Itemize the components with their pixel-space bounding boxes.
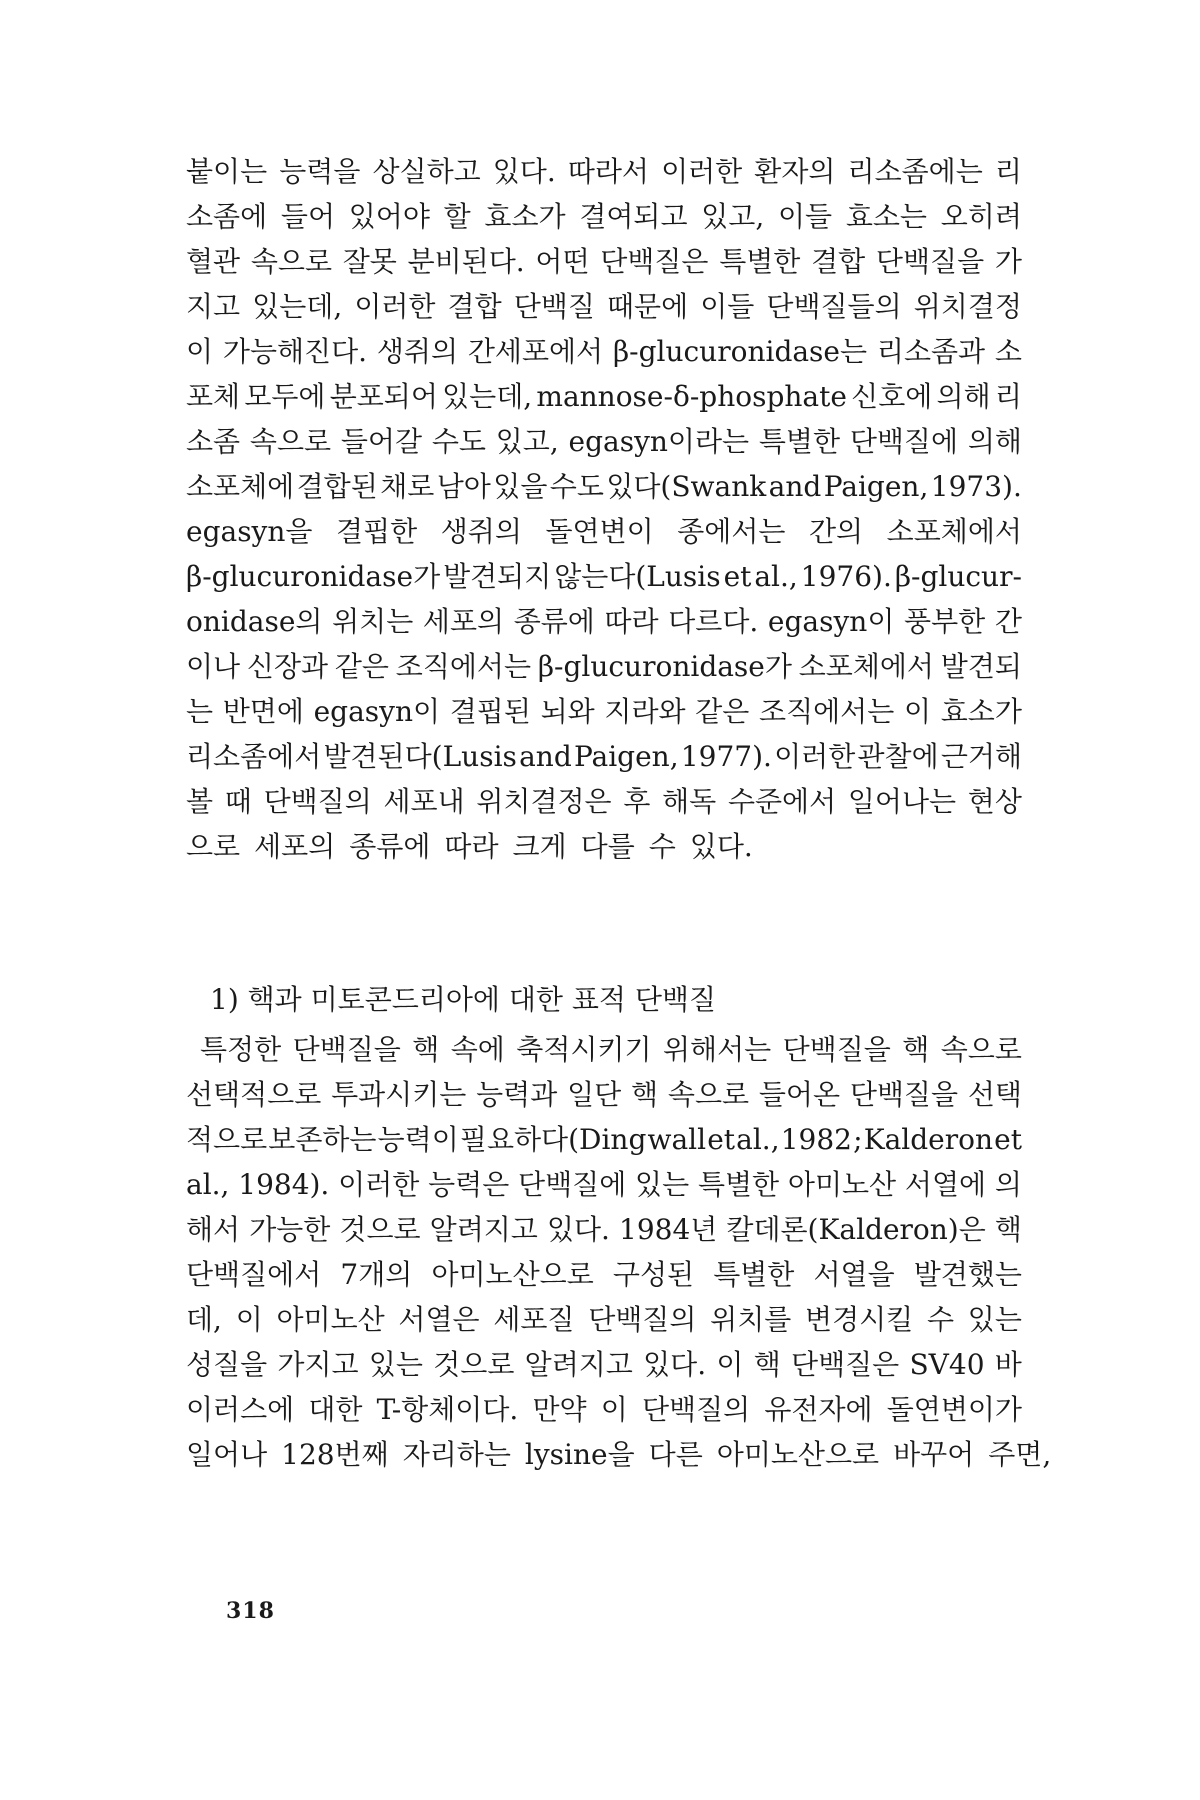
text-line: 이 가능해진다. 생쥐의 간세포에서 β-glucuronidase는 리소좀과 소 <box>186 335 1022 368</box>
text-line: 으로 세포의 종류에 따라 크게 다를 수 있다. <box>186 830 753 863</box>
text-line: 리소좀에서 발견된다(Lusis and Paigen, 1977). 이러한 관찰에 근거해 <box>186 740 1022 773</box>
text-line: 데, 이 아미노산 서열은 세포질 단백질의 위치를 변경시킬 수 있는 <box>186 1303 1022 1336</box>
text-line: egasyn을 결핍한 생쥐의 돌연변이 종에서는 간의 소포체에서 <box>186 515 1022 548</box>
text-line: 포체 모두에 분포되어 있는데, mannose-δ-phosphate 신호에 의해 리 <box>186 380 1022 413</box>
text-line: al., 1984). 이러한 능력은 단백질에 있는 특별한 아미노산 서열에 의 <box>186 1168 1022 1201</box>
page-number: 318 <box>226 1598 275 1624</box>
text-line: 소좀에 들어 있어야 할 효소가 결여되고 있고, 이들 효소는 오히려 <box>186 200 1022 233</box>
text-line: 성질을 가지고 있는 것으로 알려지고 있다. 이 핵 단백질은 SV40 바 <box>186 1348 1022 1381</box>
text-line: 는 반면에 egasyn이 결핍된 뇌와 지라와 같은 조직에서는 이 효소가 <box>186 695 1022 728</box>
text-line: 이러스에 대한 T-항체이다. 만약 이 단백질의 유전자에 돌연변이가 <box>186 1393 1022 1426</box>
text-line: 혈관 속으로 잘못 분비된다. 어떤 단백질은 특별한 결합 단백질을 가 <box>186 245 1022 278</box>
text-line: 적으로 보존하는 능력이 필요하다(Ding wall et al., 1982 ; Kalderon et <box>186 1123 1022 1156</box>
text-line: 단백질에서 7개의 아미노산으로 구성된 특별한 서열을 발견했는 <box>186 1258 1022 1291</box>
text-line: onidase의 위치는 세포의 종류에 따라 다르다. egasyn이 풍부한 간 <box>186 605 1022 638</box>
text-line: 붙이는 능력을 상실하고 있다. 따라서 이러한 환자의 리소좀에는 리 <box>186 155 1022 188</box>
paragraph-1 <box>186 152 1022 872</box>
text-line: 이나 신장과 같은 조직에서는 β-glucuronidase가 소포체에서 발견되 <box>186 650 1022 683</box>
text-line: 볼 때 단백질의 세포내 위치결정은 후 해독 수준에서 일어나는 현상 <box>186 785 1022 818</box>
text-line: 소좀 속으로 들어갈 수도 있고, egasyn이라는 특별한 단백질에 의해 <box>186 425 1022 458</box>
text-line: 지고 있는데, 이러한 결합 단백질 때문에 이들 단백질들의 위치결정 <box>186 290 1022 323</box>
text-line: 선택적으로 투과시키는 능력과 일단 핵 속으로 들어온 단백질을 선택 <box>186 1078 1022 1111</box>
paragraph-2 <box>186 1030 1052 1480</box>
text-line: 해서 가능한 것으로 알려지고 있다. 1984년 칼데론(Kalderon)은 핵 <box>186 1213 1022 1246</box>
text-line: β-glucuronidase가 발견되지 않는다(Lusis et al., 1976). β-glucur- <box>186 560 1022 593</box>
text-line: 소포체에 결합된 채로 남아 있을 수도 있다(Swank and Paigen, 1973). <box>186 470 1022 503</box>
text-line: 특정한 단백질을 핵 속에 축적시키기 위해서는 단백질을 핵 속으로 <box>200 1033 1022 1066</box>
text-line: 일어나 128번째 자리하는 lysine을 다른 아미노산으로 바꾸어 주면, <box>186 1438 1052 1471</box>
section-heading: 1) 핵과 미토콘드리아에 대한 표적 단백질 <box>210 983 717 1016</box>
